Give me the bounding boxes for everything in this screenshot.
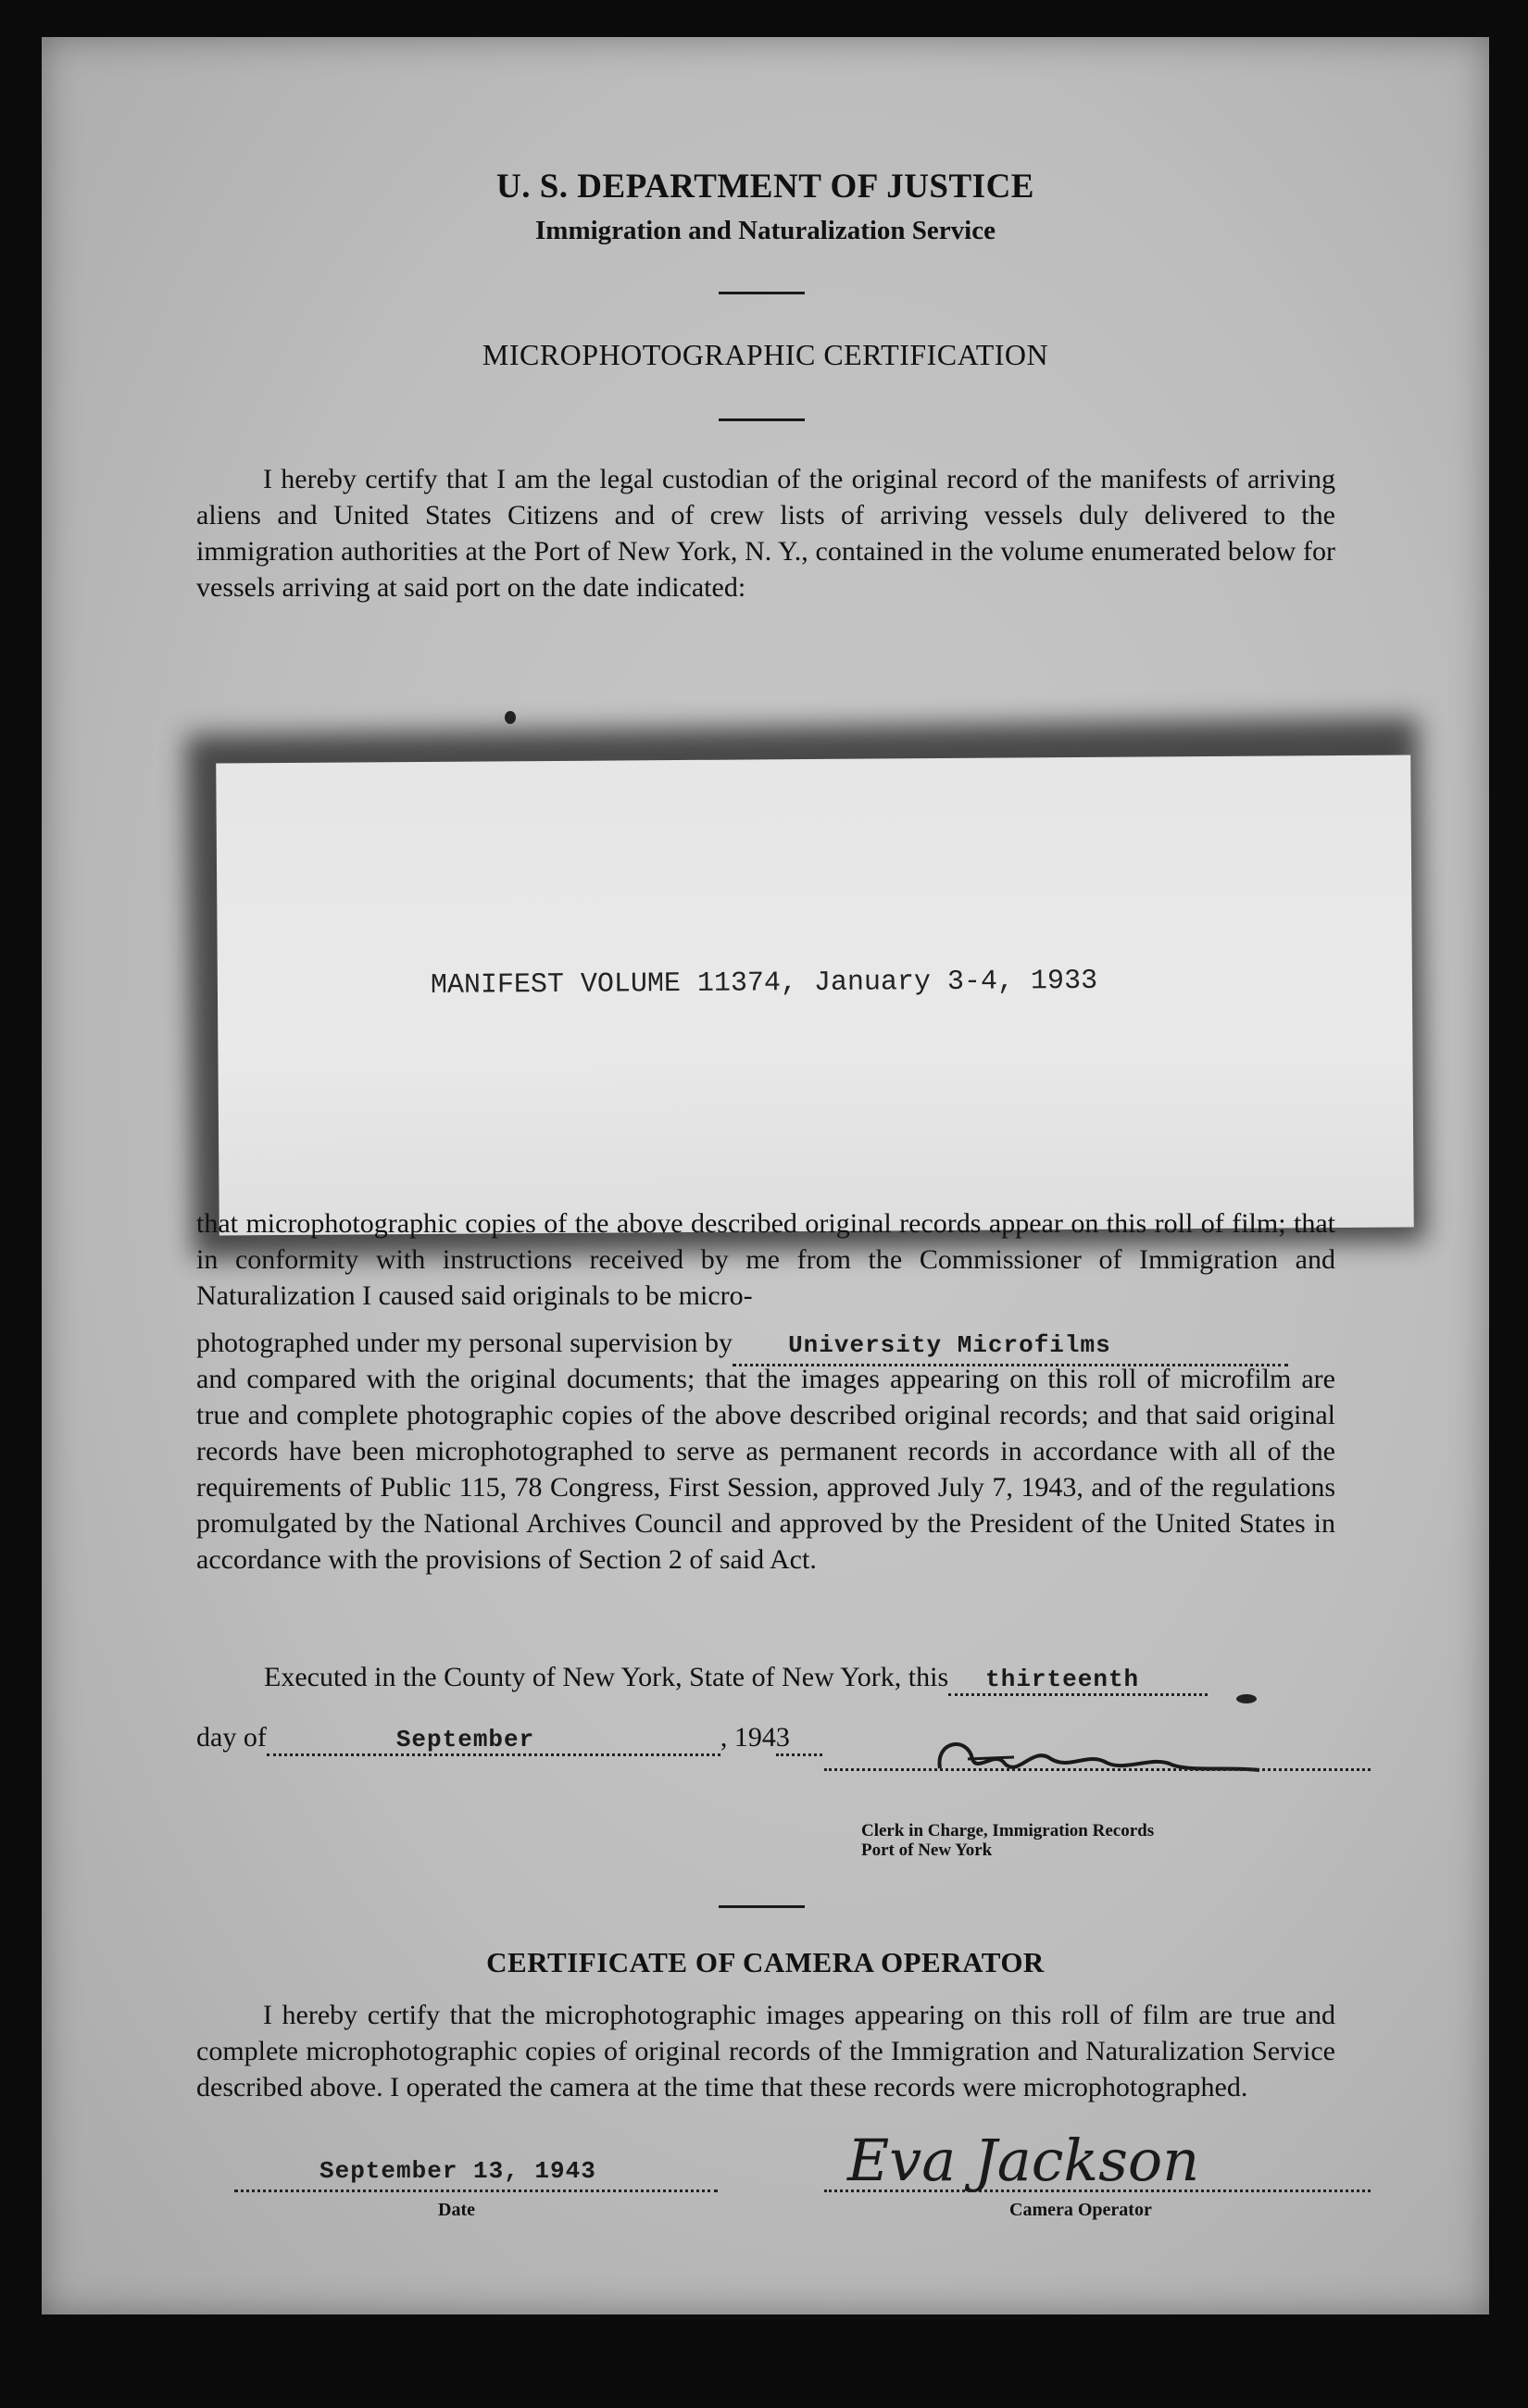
body-paragraph-1: that microphotographic copies of the above described original records appear on this roll of film; that in conformity with instructions received by me from the Commissioner of Immigration and Naturalization I caused said originals to be micro- bbox=[196, 1208, 1335, 1311]
divider-rule bbox=[719, 292, 805, 294]
operator-statement: I hereby certify that the microphotographic images appearing on this roll of film are true and complete microphotographic copies of original records of the Immigration and Naturalization Service described above. I operated the camera at the time that these records were microphotographed. bbox=[196, 2000, 1335, 2102]
date-value: September 13, 1943 bbox=[319, 2157, 596, 2185]
department-title: U. S. DEPARTMENT OF JUSTICE bbox=[496, 168, 1034, 206]
executed-day: thirteenth bbox=[985, 1666, 1140, 1693]
clerk-signature bbox=[931, 1731, 1264, 1787]
operator-signature-text: Eva Jackson bbox=[847, 2127, 1200, 2194]
intro-paragraph: I hereby certify that I am the legal custodian of the original record of the manifests of arriving aliens and United States Citizens and of crew lists of arriving vessels duly delivered to the immigration authorities at the Port of New York, N. Y., contained in the volume enumerated below for vessels arriving at said port on the date indicated: bbox=[196, 464, 1335, 603]
divider-rule bbox=[719, 1905, 805, 1908]
clerk-location: Port of New York bbox=[861, 1840, 993, 1860]
clerk-signature-line bbox=[824, 1768, 1371, 1771]
month-value: September bbox=[395, 1726, 535, 1753]
executed-prefix: Executed in the County of New York, State of New York, this bbox=[264, 1662, 949, 1692]
manifest-volume-card bbox=[216, 755, 1414, 1236]
divider-rule bbox=[719, 418, 805, 421]
executed-day-field bbox=[948, 1662, 1208, 1696]
day-of-prefix: day of bbox=[196, 1722, 267, 1753]
month-field bbox=[267, 1722, 720, 1756]
document-page bbox=[42, 37, 1489, 2314]
clerk-caption bbox=[861, 1821, 1154, 1860]
service-subtitle: Immigration and Naturalization Service bbox=[535, 216, 996, 245]
year-digit: 3 bbox=[775, 1722, 790, 1753]
certification-title: MICROPHOTOGRAPHIC CERTIFICATION bbox=[482, 338, 1049, 371]
supervisor-name: University Microfilms bbox=[788, 1331, 1111, 1359]
operator-line bbox=[824, 2190, 1371, 2192]
day-of-line bbox=[196, 1722, 822, 1756]
supervision-prefix: photographed under my personal supervision by bbox=[196, 1328, 733, 1358]
clerk-title: Clerk in Charge, Immigration Records bbox=[861, 1821, 1155, 1840]
year-prefix: , 194 bbox=[720, 1722, 776, 1753]
operator-signature bbox=[838, 2115, 1264, 2208]
speck bbox=[1236, 1694, 1257, 1703]
date-line bbox=[234, 2190, 718, 2192]
date-label: Date bbox=[438, 2200, 475, 2220]
camera-operator-title: CERTIFICATE OF CAMERA OPERATOR bbox=[486, 1946, 1045, 1978]
manifest-volume-text: MANIFEST VOLUME 11374, January 3-4, 1933 bbox=[430, 965, 1098, 1002]
body-paragraph-2: and compared with the original documents; that the images appearing on this roll of microfilm are true and complete photographic copies of the above described original records; and that said original records have been microphotographed to serve as permanent records in accordance with all of the requirements of Public 115, 78 Congress, First Session, approved July 7, 1943, and of the regulations promulgated by the National Archives Council and approved by the President of the United States in accordance with the provisions of Section 2 of said Act. bbox=[196, 1364, 1335, 1575]
operator-label: Camera Operator bbox=[1009, 2200, 1152, 2220]
executed-line bbox=[264, 1662, 1208, 1696]
year-field bbox=[776, 1722, 822, 1756]
speck bbox=[505, 711, 516, 724]
